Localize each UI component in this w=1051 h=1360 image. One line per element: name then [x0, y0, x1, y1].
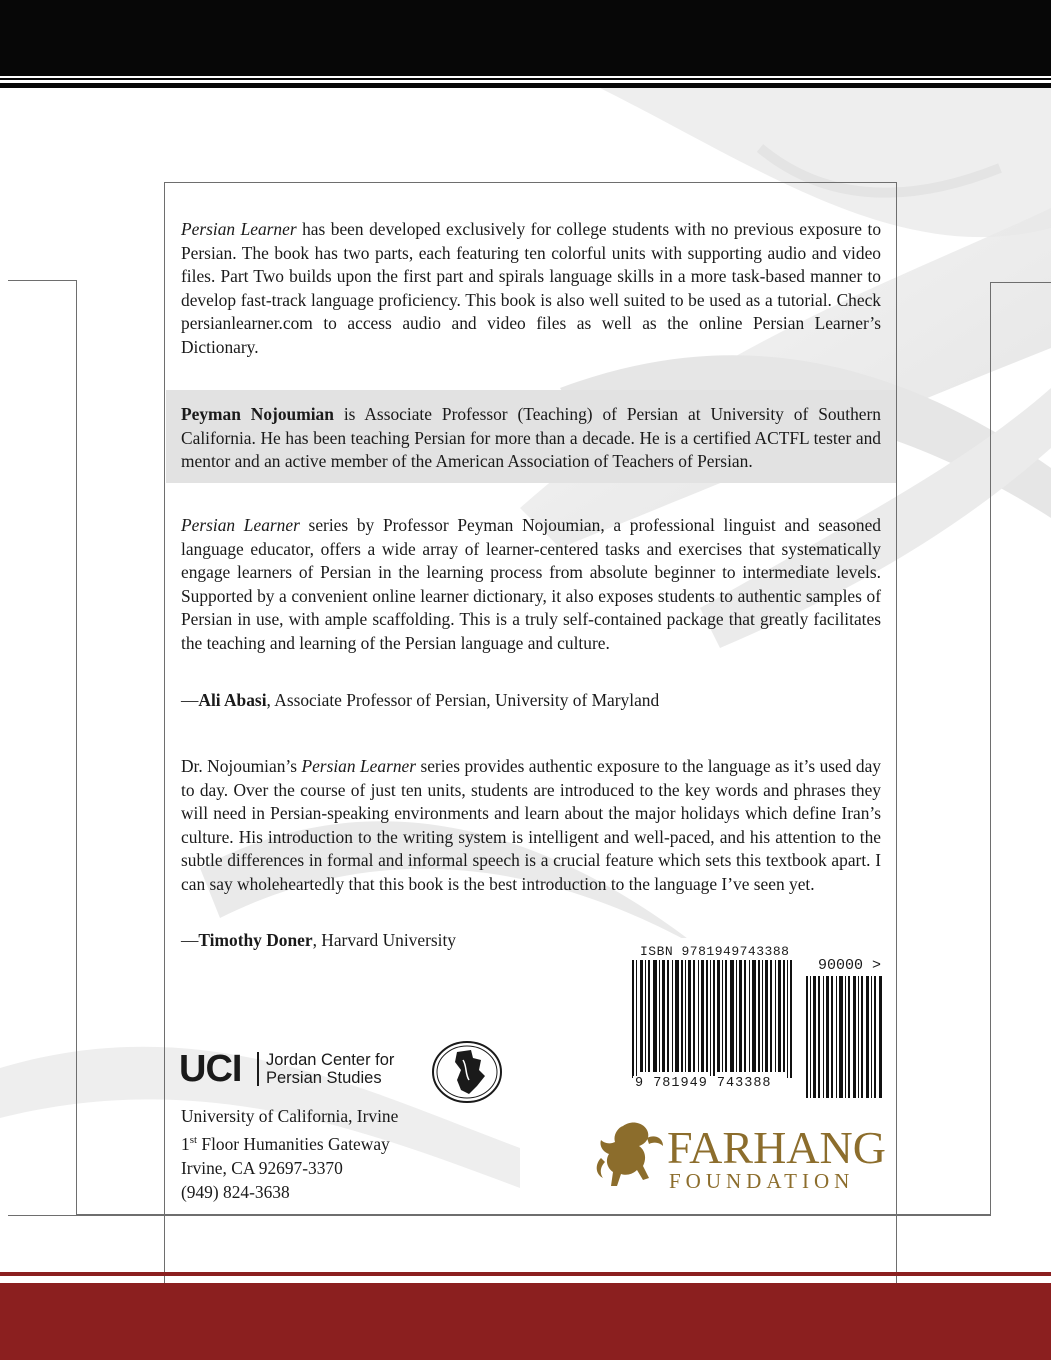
author-bio: Peyman Nojoumian is Associate Professor (Teaching) of Persian at University of Southern California. He has been teaching Persian for more than a decade. He is a certified ACTFL tester and mentor and an active member of the American Association of Teachers of Persian. [181, 404, 881, 471]
price-code: 90000 > [818, 957, 882, 974]
address-block: University of California, Irvine 1st Floor Humanities Gateway Irvine, CA 92697-3370 (949) 824-3638 [181, 1106, 399, 1202]
farhang-name: FARHANG [667, 1122, 886, 1173]
barcode-digits: 9 781949 743388 [635, 1076, 772, 1091]
top-rule [0, 78, 1051, 80]
right-frame-line [990, 282, 1051, 1215]
bottom-red-band [0, 1283, 1051, 1360]
jordan-center-seal-icon [431, 1040, 503, 1104]
review-abasi: Persian Learner series by Professor Peyman Nojoumian, a professional linguist and seasoned language educator, offers a wide array of learner-centered tasks and exercises that systematically engage learners of Persian in the learning process from absolute beginner to intermediate levels. Supported by a convenient online learner dictionary, it also exposes students to authentic samples of Persian in use, with ample scaffolding. This is a truly self-contained package that greatly facilitates the teaching and learning of the Persian language and culture. [181, 515, 881, 653]
price-barcode [806, 976, 882, 1098]
review-doner: Dr. Nojoumian’s Persian Learner series provides authentic exposure to the language as it’s used day to day. Over the course of just ten units, students are introduced to the key words and phrases they will need in Persian-speaking environments and learn about the major holidays which define Iran’s culture. His introduction to the writing system is intelligent and well-paced, and his attention to the subtle differences in formal and informal speech is a crucial feature which sets this textbook apart. I can say wholeheartedly that this book is the best introduction to the language I’ve seen yet. [181, 756, 881, 894]
isbn-barcode [632, 960, 792, 1078]
left-frame-line [8, 280, 77, 1216]
book-description: Persian Learner has been developed exclusively for college students with no previous exposure to Persian. The book has two parts, each featuring ten colorful units with supporting audio and video files. Part Two builds upon the first part and spirals language skills in a more task-based manner to develop fast-track language proficiency. This book is also well suited to be used as a tutorial. Check persianlearner.com to access audio and video files as well as the online Persian Learner’s Dictionary. [181, 219, 882, 357]
jordan-center-name: Jordan Center for Persian Studies [266, 1051, 395, 1087]
farhang-subtitle: FOUNDATION [669, 1169, 855, 1193]
review-abasi-attribution: —Ali Abasi, Associate Professor of Persian, University of Maryland [181, 690, 660, 710]
isbn-label: ISBN 9781949743388 [640, 944, 790, 959]
bottom-red-rule [0, 1272, 1051, 1276]
farhang-lion-icon [593, 1118, 667, 1194]
uci-logo: UCI [179, 1048, 242, 1090]
top-black-band [0, 0, 1051, 76]
review-doner-attribution: —Timothy Doner, Harvard University [181, 930, 456, 950]
uci-logo-divider [257, 1052, 259, 1086]
